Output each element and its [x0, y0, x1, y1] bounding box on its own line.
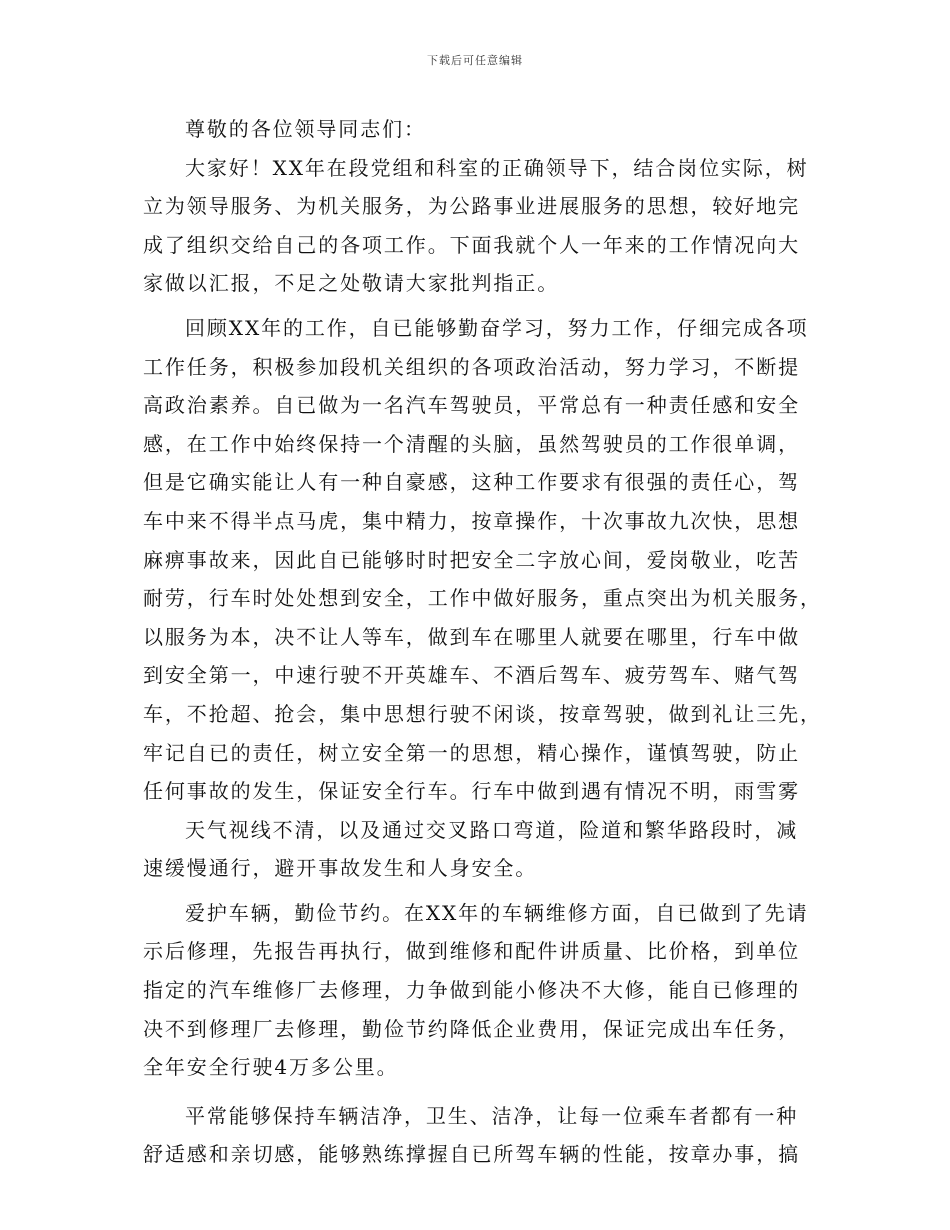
- paragraph-line: 车，不抢超、抢会，集中思想行驶不闲谈，按章驾驶，做到礼让三先，: [143, 701, 822, 726]
- paragraph-line: 速缓慢通行，避开事故发生和人身安全。: [143, 856, 538, 881]
- paragraph-line: 任何事故的发生，保证安全行车。行车中做到遇有情况不明，雨雪雾: [143, 779, 800, 804]
- paragraph-line: 工作任务，积极参加段机关组织的各项政治活动，努力学习，不断提: [143, 354, 800, 379]
- paragraph-line: 高政治素养。自已做为一名汽车驾驶员，平常总有一种责任感和安全: [143, 393, 800, 418]
- page-header: 下载后可任意编辑: [427, 54, 523, 67]
- paragraph-line: 天气视线不清，以及通过交叉路口弯道，险道和繁华路段时，减: [185, 817, 799, 842]
- paragraph-line: 车中来不得半点马虎，集中精力，按章操作，十次事故九次快，思想: [143, 508, 800, 533]
- paragraph-5: [143, 1097, 808, 1174]
- paragraph-3: [143, 811, 808, 888]
- paragraph-2: [143, 309, 822, 811]
- paragraph-line: 爱护车辆，勤俭节约。在XX年的车辆维修方面，自已做到了先请: [185, 900, 809, 925]
- paragraph-line: 回顾XX年的工作，自已能够勤奋学习，努力工作，仔细完成各项: [185, 315, 809, 340]
- paragraph-line: 到安全第一，中速行驶不开英雄车、不酒后驾车、疲劳驾车、赌气驾: [143, 663, 800, 688]
- paragraph-4: [143, 894, 808, 1087]
- paragraph-line: 家做以汇报，不足之处敬请大家批判指正。: [143, 271, 560, 296]
- paragraph-line: 牢记自已的责任，树立安全第一的思想，精心操作，谨慎驾驶，防止: [143, 740, 800, 765]
- paragraph-line: 大家好！XX年在段党组和科室的正确领导下，结合岗位实际，树: [185, 155, 809, 180]
- paragraph-line: 指定的汽车维修厂去修理，力争做到能小修决不大修，能自已修理的: [143, 978, 800, 1003]
- paragraph-line: 平常能够保持车辆洁净，卫生、洁净，让每一位乘车者都有一种: [185, 1103, 799, 1128]
- salutation: 尊敬的各位领导同志们：: [185, 117, 426, 141]
- paragraph-line: 示后修理，先报告再执行，做到维修和配件讲质量、比价格，到单位: [143, 939, 800, 964]
- paragraph-line: 立为领导服务、为机关服务，为公路事业进展服务的思想，较好地完: [143, 194, 800, 219]
- paragraph-line: 麻痹事故来，因此自已能够时时把安全二字放心间，爱岗敬业，吃苦: [143, 547, 800, 572]
- paragraph-line: 耐劳，行车时处处想到安全，工作中做好服务，重点突出为机关服务，: [143, 586, 822, 611]
- paragraph-line: 以服务为本，决不让人等车，做到车在哪里人就要在哪里，行车中做: [143, 624, 800, 649]
- paragraph-1: [143, 149, 808, 303]
- paragraph-line: 感，在工作中始终保持一个清醒的头脑，虽然驾驶员的工作很单调，: [143, 431, 800, 456]
- paragraph-line: 但是它确实能让人有一种自豪感，这种工作要求有很强的责任心，驾: [143, 470, 800, 495]
- paragraph-line: 舒适感和亲切感，能够熟练撑握自已所驾车辆的性能，按章办事，搞: [143, 1142, 800, 1167]
- paragraph-line: 全年安全行驶4万多公里。: [143, 1055, 399, 1080]
- paragraph-line: 决不到修理厂去修理，勤俭节约降低企业费用，保证完成出车任务，: [143, 1016, 800, 1041]
- paragraph-line: 成了组织交给自己的各项工作。下面我就个人一年来的工作情况向大: [143, 232, 800, 257]
- document-body: [143, 110, 822, 1174]
